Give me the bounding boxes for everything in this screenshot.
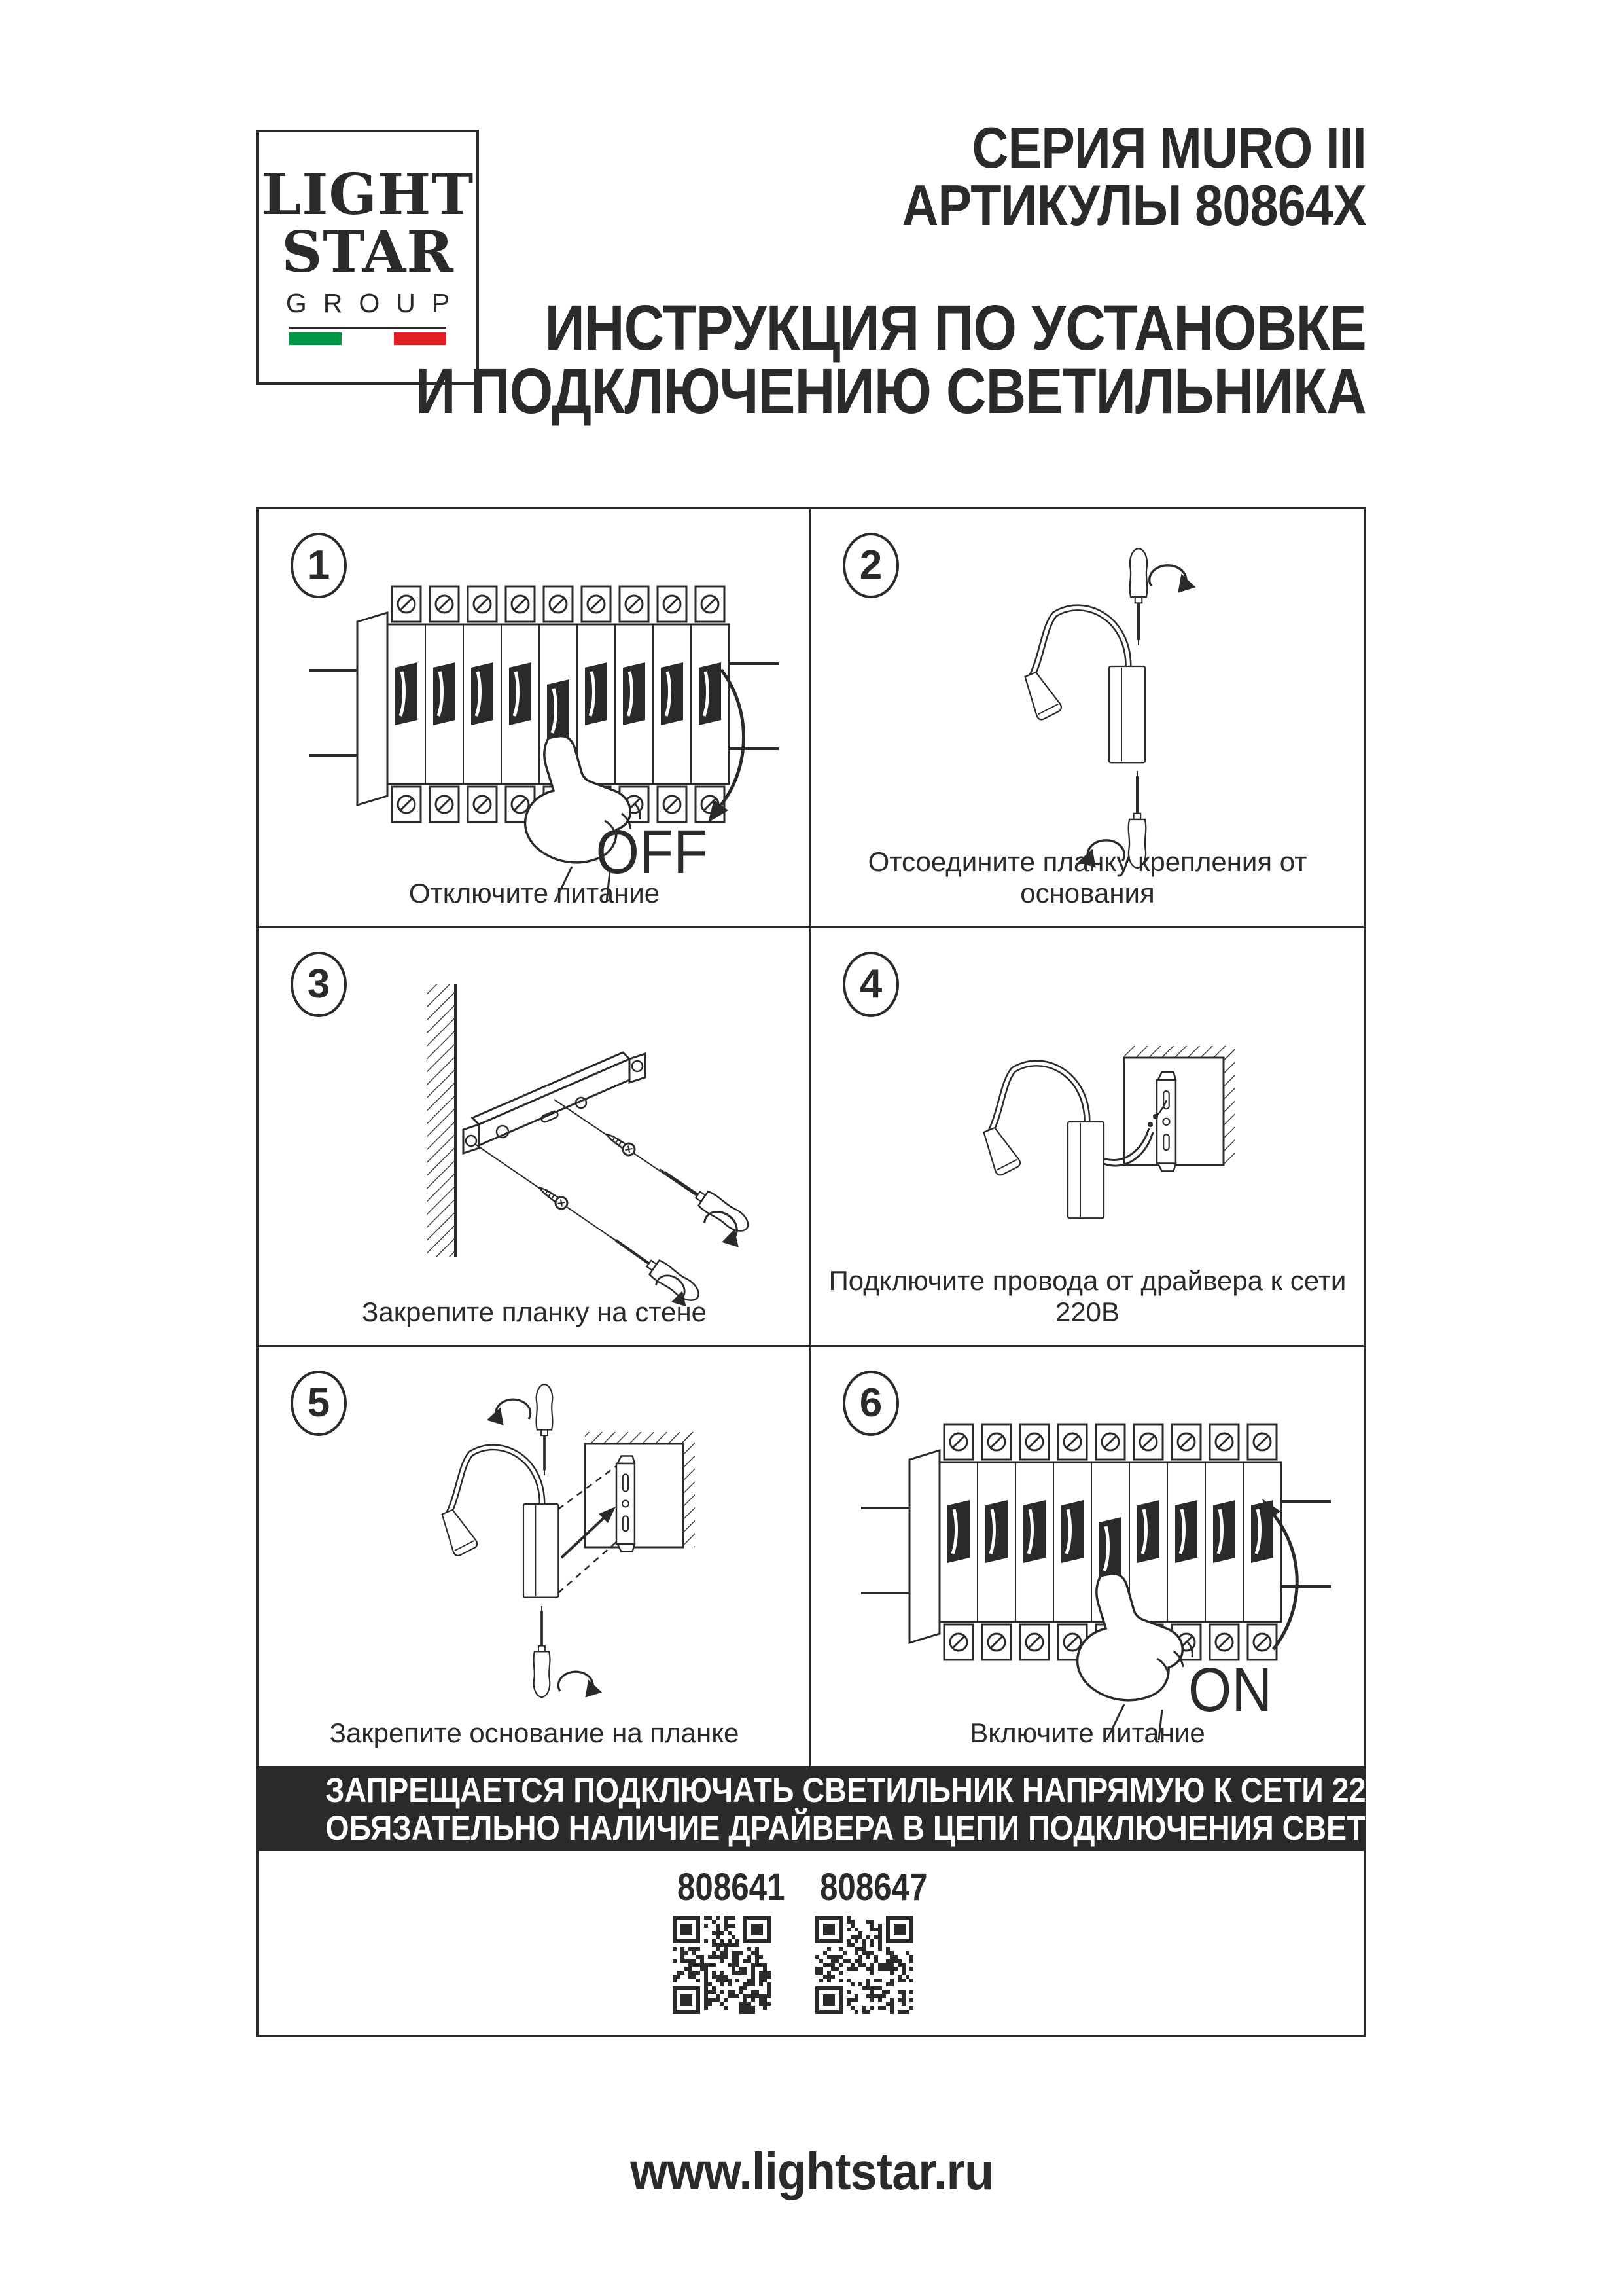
logo-word-star: STAR xyxy=(281,219,454,285)
step-number-3: 3 xyxy=(291,952,347,1017)
qr-code xyxy=(673,1916,771,2014)
logo-word-light: LIGHT xyxy=(261,162,474,228)
wall-lamp-icon xyxy=(1019,608,1145,763)
mounting-plate-icon xyxy=(463,1052,645,1153)
wall-hatching xyxy=(427,984,455,1257)
connect-driver-wires-illustration xyxy=(811,928,1364,1321)
rotate-clockwise-icon xyxy=(1150,565,1196,593)
step-caption-5: Закрепите основание на планке xyxy=(329,1717,739,1748)
circuit-breaker-on-illustration xyxy=(811,1347,1364,1740)
mounting-plate-icon xyxy=(616,1456,635,1552)
wall-hatching xyxy=(585,1432,695,1444)
step-cell-6 xyxy=(811,1347,1364,1766)
series-title: СЕРИЯ MURO III xyxy=(972,115,1366,180)
instruction-title-line1: ИНСТРУКЦИЯ ПО УСТАНОВКЕ xyxy=(544,292,1366,363)
qr-block xyxy=(812,1865,928,2035)
screw-icon xyxy=(535,1183,569,1211)
step-cell-5 xyxy=(259,1347,811,1766)
mounting-plate-icon xyxy=(1157,1072,1176,1171)
instruction-title xyxy=(415,292,1366,427)
step-number-1: 1 xyxy=(291,533,347,598)
article-number: 808647 xyxy=(820,1866,928,1909)
on-label: ON xyxy=(1188,1655,1273,1725)
article-number: 808641 xyxy=(677,1866,785,1909)
instruction-title-line2: И ПОДКЛЮЧЕНИЮ СВЕТИЛЬНИКА xyxy=(415,355,1366,427)
screw-icon xyxy=(603,1129,637,1157)
warning-line-2: ОБЯЗАТЕЛЬНО НАЛИЧИЕ ДРАЙВЕРА В ЦЕПИ ПОДКЛЮЧЕНИЯ СВЕТИЛЬНИКА!!! xyxy=(325,1809,1546,1848)
step-caption-4: Подключите провода от драйвера к сети 220В xyxy=(828,1265,1347,1327)
step-cell-2 xyxy=(811,509,1364,928)
step-number-2: 2 xyxy=(843,533,899,598)
warning-banner xyxy=(259,1766,1546,1851)
warning-line-1: ЗАПРЕЩАЕТСЯ ПОДКЛЮЧАТЬ СВЕТИЛЬНИК НАПРЯМУЮ К СЕТИ 220В!!! xyxy=(325,1771,1436,1810)
instruction-frame xyxy=(256,507,1546,2037)
detach-mounting-plate-illustration xyxy=(811,509,1364,902)
header-titles xyxy=(415,115,1366,427)
screwdriver-icon xyxy=(534,1606,550,1697)
step-cell-4 xyxy=(811,928,1364,1347)
wall-hatching xyxy=(1224,1046,1235,1165)
rotate-counterclockwise-icon xyxy=(487,1399,531,1425)
screwdriver-icon xyxy=(654,1161,752,1236)
step-cell-1 xyxy=(259,509,811,928)
rotate-clockwise-icon xyxy=(558,1672,602,1697)
footer xyxy=(0,2142,1624,2202)
screwdriver-icon xyxy=(1130,548,1148,645)
screwdriver-icon xyxy=(537,1384,553,1475)
fix-base-on-plate-illustration xyxy=(259,1347,811,1740)
step-caption-6: Включите питание xyxy=(970,1717,1205,1748)
wall-hatching xyxy=(1124,1046,1235,1058)
qr-block xyxy=(669,1865,785,2035)
step-number-6: 6 xyxy=(843,1371,899,1436)
steps-grid xyxy=(259,509,1364,1766)
circuit-breaker-off-illustration xyxy=(259,509,811,902)
fix-plate-to-wall-illustration xyxy=(259,928,811,1321)
articles-title: АРТИКУЛЫ 80864X xyxy=(902,173,1366,238)
step-caption-3: Закрепите планку на стене xyxy=(361,1297,707,1327)
step-number-5: 5 xyxy=(291,1371,347,1436)
website-url: www.lightstar.ru xyxy=(630,2142,994,2200)
wall-hatching xyxy=(683,1432,695,1547)
step-caption-1: Отключите питание xyxy=(408,878,660,908)
logo-word-group: GROUP xyxy=(285,288,467,318)
step-number-4: 4 xyxy=(843,952,899,1017)
step-cell-3 xyxy=(259,928,811,1347)
screwdriver-icon xyxy=(606,1229,703,1305)
step-caption-2: Отсоедините планку крепления от основания xyxy=(868,846,1307,908)
qr-code xyxy=(815,1916,913,2014)
wall-lamp-icon xyxy=(436,1447,558,1597)
wall-lamp-icon xyxy=(978,1064,1104,1219)
qr-section xyxy=(241,1851,1345,2035)
off-label: OFF xyxy=(595,817,708,888)
